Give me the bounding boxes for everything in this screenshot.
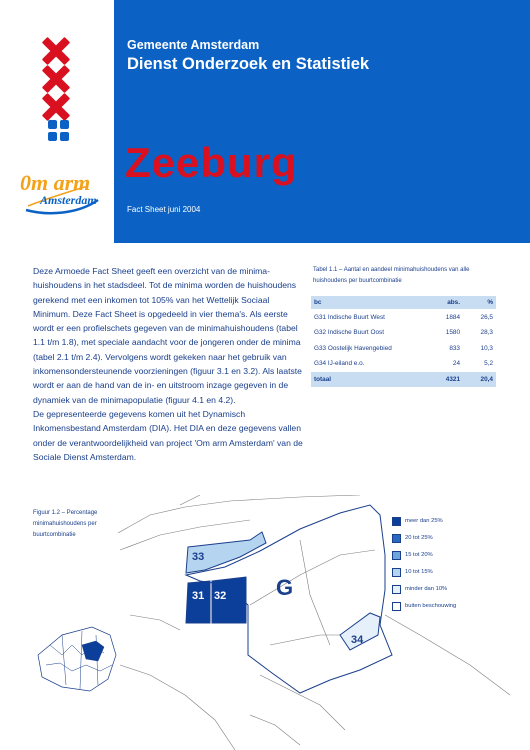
legend-swatch <box>392 534 401 543</box>
column-header: % <box>487 299 493 306</box>
cell-bc: G33 Oostelijk Havengebied <box>314 344 392 352</box>
legend-item <box>392 548 433 562</box>
cell-abs: 24 <box>452 360 460 368</box>
legend-label: 15 tot 20% <box>405 552 433 558</box>
district-map <box>0 495 530 750</box>
andreas-cross-icon <box>40 66 72 92</box>
cell-abs: 1580 <box>445 329 460 337</box>
page-title: Zeeburg <box>125 139 298 186</box>
department-name: Dienst Onderzoek en Statistiek <box>127 55 370 73</box>
cell-pct: 10,3 <box>480 344 493 352</box>
cell-abs: 4321 <box>445 375 460 383</box>
page-subtitle: Fact Sheet juni 2004 <box>127 205 201 214</box>
legend-label: buiten beschouwing <box>405 603 457 609</box>
column-header: bc <box>314 299 322 306</box>
organization-name: Gemeente Amsterdam <box>127 38 260 52</box>
andreas-cross-icon <box>40 38 72 64</box>
cell-pct: 20,4 <box>480 375 493 383</box>
table-row <box>311 341 496 357</box>
andreas-cross-icon <box>40 94 72 120</box>
grid-dots-icon <box>48 120 70 142</box>
legend-item <box>392 565 433 579</box>
intro-paragraph: Deze Armoede Fact Sheet geeft een overzicht van de minima-huishoudens in het stadsdeel. Tot de minima worden de huishoudens gerekend met een inkomen tot 105% van het Wettelijk Sociaal Minimum. Deze Fact Sheet is opgedeeld in vier thema's. Als eerste wordt er een profielschets gegeven van de minimahuishoudens (tabel 1.1 t/m 1.8), met speciale aandacht voor de jongeren onder de minima (tabel 2.1 t/m 2.4). Vervolgens wordt gekeken naar het gebruik van inkomensondersteunende voorzieningen (figuur 3.1 en 3.2). Als laatste wordt er aan de hand van de in- en uitstroom inzage gegeven in de dynamiek van de minimapopulatie (figuur 4.1 en 4.2). <box>33 266 302 405</box>
locator-inset-map <box>38 627 116 691</box>
table-row <box>311 310 496 326</box>
cell-abs: 833 <box>449 344 460 352</box>
cell-bc: G31 Indische Buurt West <box>314 313 385 321</box>
legend-swatch <box>392 585 401 594</box>
figure-caption: Figuur 1.2 – Percentage minimahuishoudens per buurtcombinatie <box>33 510 98 538</box>
legend-swatch <box>392 568 401 577</box>
cell-bc: G32 Indische Buurt Oost <box>314 329 384 337</box>
intro-text <box>33 264 303 464</box>
table-header-row <box>311 296 496 310</box>
area-31 <box>186 581 210 623</box>
legend-item <box>392 531 433 545</box>
area-label-33: 33 <box>192 551 205 563</box>
legend-label: minder dan 10% <box>405 586 448 592</box>
table-total-row <box>311 372 496 388</box>
cell-pct: 26,5 <box>480 313 493 321</box>
table-row <box>311 326 496 342</box>
area-label-31: 31 <box>192 590 205 602</box>
data-table <box>311 296 496 388</box>
legend-item <box>392 582 447 596</box>
logo-panel <box>0 0 114 243</box>
logo-amsterdam: Amsterdam <box>40 193 97 207</box>
table-row <box>311 357 496 373</box>
cell-bc: G34 IJ-eiland e.o. <box>314 360 365 368</box>
cell-pct: 28,3 <box>480 329 493 337</box>
legend-label: 20 tot 25% <box>405 535 433 541</box>
area-label-32: 32 <box>214 590 227 602</box>
legend-label: 10 tot 15% <box>405 569 433 575</box>
legend-item <box>392 514 443 528</box>
cell-pct: 5,2 <box>484 360 493 368</box>
table-caption: Tabel 1.1 – Aantal en aandeel minimahuishoudens van alle huishoudens per buurtcombinatie <box>313 267 470 284</box>
area-label-34: 34 <box>351 634 364 646</box>
legend-label: meer dan 25% <box>405 518 443 524</box>
cell-abs: 1884 <box>445 313 460 321</box>
intro-paragraph: De gepresenteerde gegevens komen uit het Dynamisch Inkomensbestand Amsterdam (DIA). Het DIA en deze gegevens vallen onder de verantwoordelijkheid van project 'Om arm Amsterdam' van de Sociale Dienst Amsterdam. <box>33 408 303 462</box>
legend-item <box>392 599 456 613</box>
legend-swatch <box>392 602 401 611</box>
logo-om-arm: 0m arm <box>20 170 91 195</box>
legend-swatch <box>392 551 401 560</box>
district-label: G <box>276 575 294 600</box>
cell-bc: totaal <box>314 375 332 383</box>
column-header: abs. <box>447 299 460 306</box>
legend-swatch <box>392 517 401 526</box>
